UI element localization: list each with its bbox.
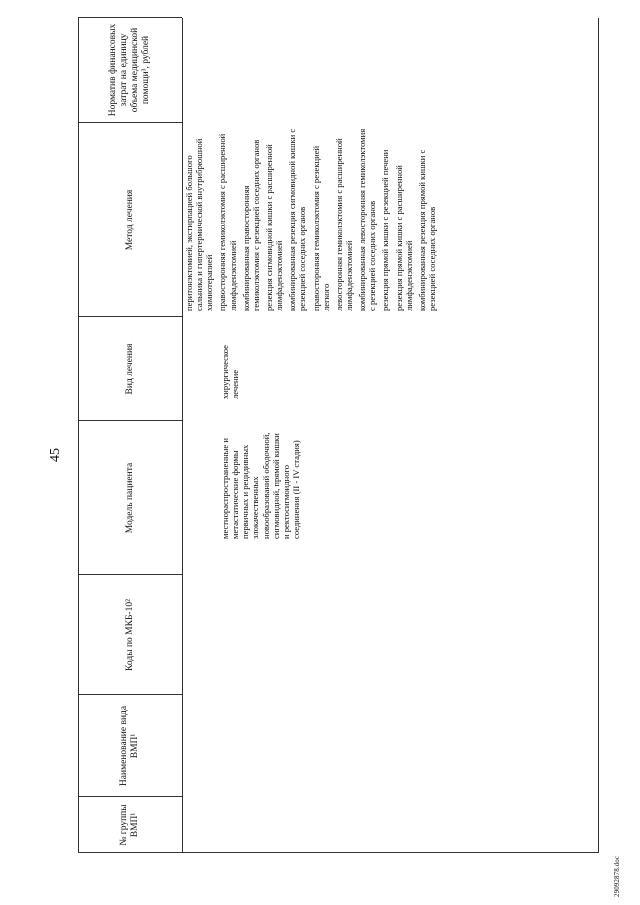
page-number: 45 bbox=[48, 448, 63, 462]
method-item: комбинированная резекция прямой кишки с резекцией соседних органов bbox=[416, 149, 437, 311]
header-group-number: № группы ВМП¹ bbox=[119, 804, 140, 846]
table-right-border bbox=[78, 17, 182, 18]
header-patient-model: Модель пациента bbox=[124, 462, 135, 534]
method-item: комбинированная резекция сигмовидной кишки с резекцией соседних органов bbox=[287, 128, 308, 311]
col-divider-4 bbox=[78, 420, 182, 421]
table-top-border bbox=[78, 18, 79, 853]
document-code: 29092878.doc bbox=[613, 855, 621, 897]
col-divider-1 bbox=[78, 796, 182, 797]
method-item: резекция прямой кишки с резекцией печени bbox=[380, 149, 391, 311]
method-item: левосторонняя гемиколэктомия с расширенной лимфаденэктомией bbox=[333, 138, 354, 311]
header-bottom-border bbox=[182, 18, 183, 853]
method-item: правосторонняя гемиколэктомия с резекцией легкого bbox=[310, 145, 331, 311]
method-item: комбинированная левосторонняя гемиколэктомия с резекцией соседних органов bbox=[357, 128, 378, 311]
method-item: перитонэктомией, экстирпацией большого сальника и гипертермической внутрибрюшной химиотерапией bbox=[184, 138, 215, 311]
col-divider-3 bbox=[78, 574, 182, 575]
cell-treatment-type: хирургическое лечение bbox=[220, 345, 241, 399]
cell-treatment-methods bbox=[184, 125, 440, 311]
col-divider-5 bbox=[78, 316, 182, 317]
method-item: правосторонняя гемиколэктомия с расширенной лимфаденэктомией bbox=[217, 133, 238, 311]
method-item: резекция прямой кишки с расширенной лимфаденэктомией bbox=[393, 165, 414, 311]
header-icd-codes: Коды по МКБ-10² bbox=[124, 599, 135, 671]
col-divider-6 bbox=[78, 122, 182, 123]
method-item: резекция сигмовидной кишки с расширенной лимфаденэктомией bbox=[263, 144, 285, 311]
header-treatment-type: Вид лечения bbox=[124, 343, 135, 395]
table-left-border bbox=[78, 852, 598, 853]
header-treatment-method: Метод лечения bbox=[124, 189, 135, 251]
header-norm-cost: Норматив финансовых затрат на единицу объема медицинской помощи³, рублей bbox=[108, 23, 151, 117]
header-vmp-name: Наименование вида ВМП¹ bbox=[119, 705, 140, 787]
col-divider-2 bbox=[78, 694, 182, 695]
method-item: комбинированная правосторонняя гемиколэктомия с резекцией соседних органов bbox=[240, 139, 261, 311]
cell-patient-model: местнораспространенные и метастатические формы первичных и рецидивных злокачественных новообразований ободочной, сигмовидной, прямой кишки и ректосигмоидного соединения (II - IV стадия) bbox=[220, 432, 301, 539]
table-bottom-border bbox=[598, 18, 599, 853]
